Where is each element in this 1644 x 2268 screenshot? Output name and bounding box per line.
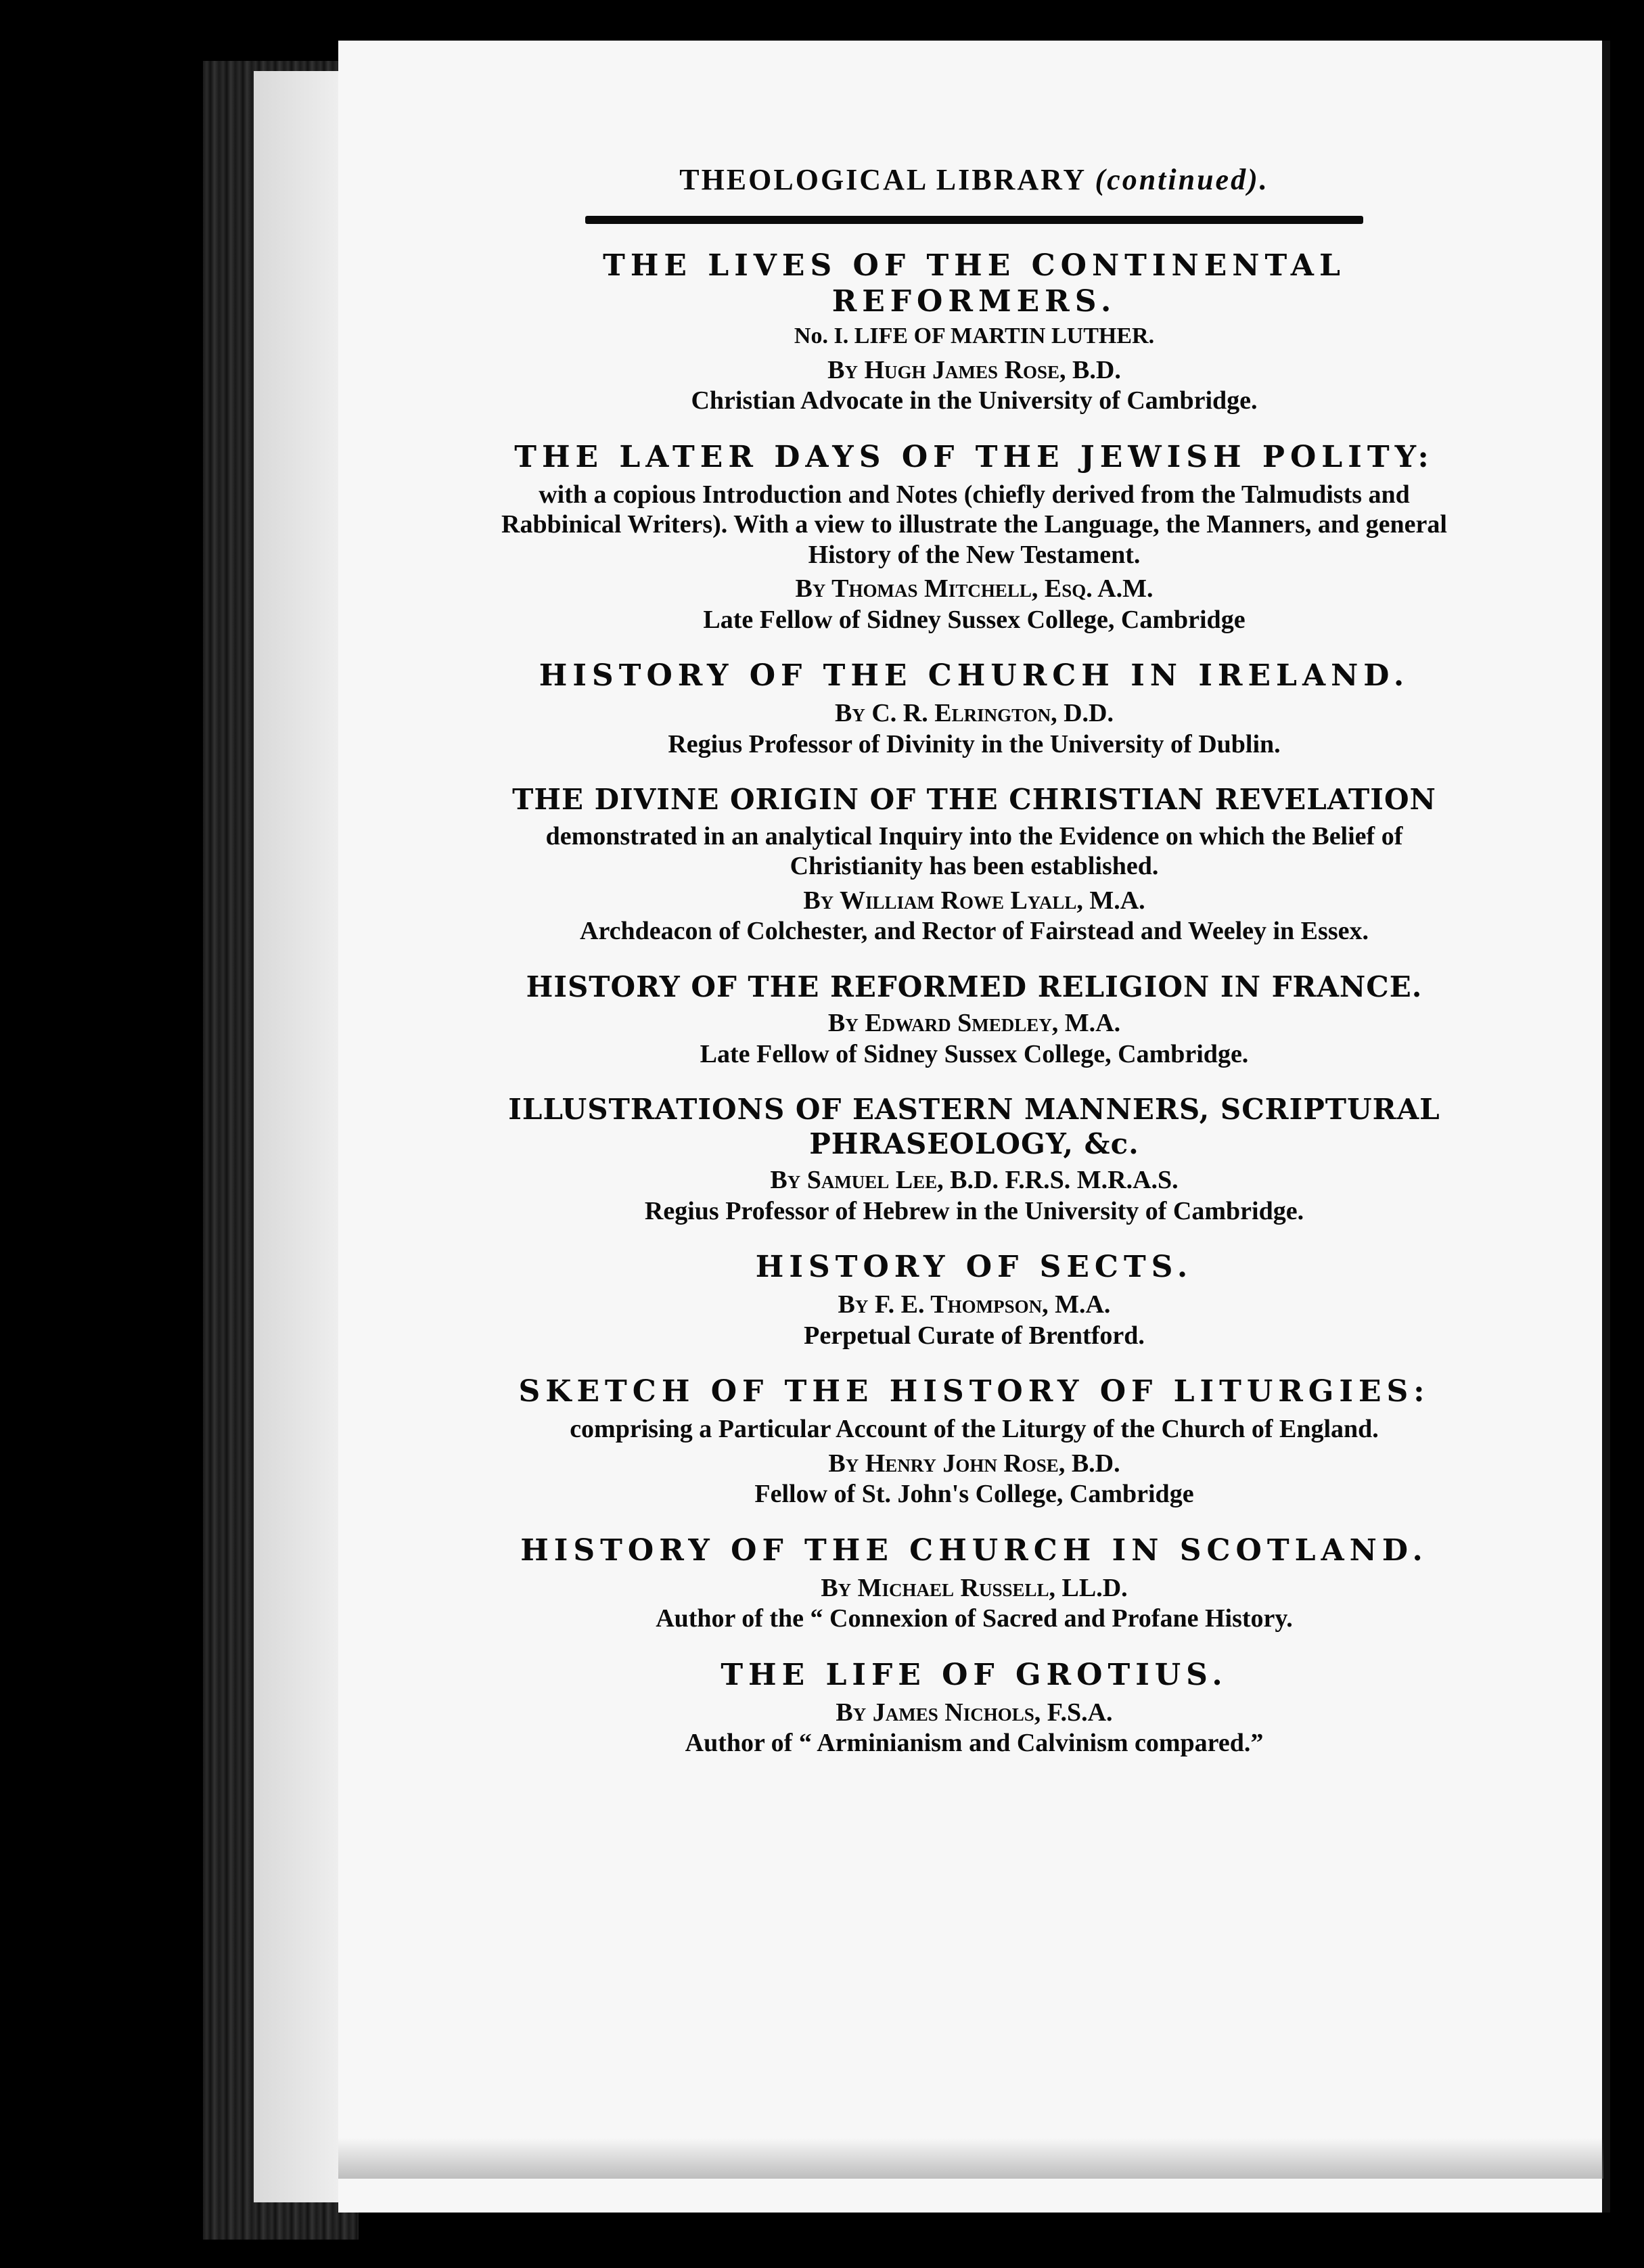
entry-title: HISTORY OF THE CHURCH IN SCOTLAND.: [520, 1533, 1428, 1568]
entry-title: SKETCH OF THE HISTORY OF LITURGIES:: [518, 1374, 1430, 1409]
entry-title: HISTORY OF THE CHURCH IN IRELAND.: [539, 658, 1410, 694]
entry-role: Regius Professor of Hebrew in the University of Cambridge.: [644, 1196, 1304, 1225]
entry-author: By James Nichols, F.S.A.: [836, 1698, 1113, 1727]
entry-title: THE LIFE OF GROTIUS.: [721, 1657, 1228, 1692]
running-head-text: THEOLOGICAL LIBRARY: [679, 163, 1086, 196]
entry-continental-reformers: [487, 248, 1461, 417]
entry-title: THE DIVINE ORIGIN OF THE CHRISTIAN REVELATION: [512, 783, 1436, 817]
entry-author: By F. E. Thompson, M.A.: [838, 1290, 1111, 1319]
entry-description: demonstrated in an analytical Inquiry into the Evidence on which the Belief of Christianity has been established.: [545, 821, 1403, 881]
header-rule: [585, 216, 1363, 224]
entry-church-ireland: [487, 658, 1461, 760]
entry-eastern-manners: [487, 1093, 1461, 1227]
entry-role: Christian Advocate in the University of Cambridge.: [691, 386, 1258, 415]
page-shadow: [338, 2138, 1603, 2179]
entry-life-grotius: [487, 1658, 1461, 1759]
entry-title: HISTORY OF THE REFORMED RELIGION IN FRANCE.: [526, 970, 1423, 1003]
entry-title: HISTORY OF SECTS.: [755, 1250, 1193, 1285]
entry-author: By Thomas Mitchell, Esq. A.M.: [795, 574, 1154, 604]
entry-church-scotland: [487, 1533, 1461, 1635]
entry-reformed-religion-france: [487, 970, 1461, 1070]
page-content: [487, 162, 1461, 1782]
entry-jewish-polity: [487, 440, 1461, 635]
entry-role: Author of “ Arminianism and Calvinism compared.”: [685, 1729, 1264, 1758]
entry-title: ILLUSTRATIONS OF EASTERN MANNERS, SCRIPTURAL PHRASEOLOGY, &c.: [508, 1093, 1440, 1160]
entry-role: Late Fellow of Sidney Sussex College, Cambridge.: [700, 1039, 1249, 1068]
entry-author: By Samuel Lee, B.D. F.R.S. M.R.A.S.: [770, 1166, 1179, 1195]
entry-author: By C. R. Elrington, D.D.: [835, 699, 1114, 728]
entry-description: with a copious Introduction and Notes (chiefly derived from the Talmudists and Rabbinical Writers). With a view to illustrate the Language, the Manners, and general History of the New Testament.: [501, 480, 1447, 569]
entry-title: THE LATER DAYS OF THE JEWISH POLITY:: [514, 440, 1434, 475]
entry-subtitle: No. I. LIFE OF MARTIN LUTHER.: [794, 323, 1155, 349]
entry-author: By Hugh James Rose, B.D.: [827, 355, 1121, 384]
entry-history-liturgies: [487, 1374, 1461, 1510]
entry-divine-origin: [487, 783, 1461, 947]
entry-author: By Michael Russell, LL.D.: [821, 1573, 1128, 1602]
entry-role: Perpetual Curate of Brentford.: [804, 1321, 1145, 1350]
entry-role: Fellow of St. John's College, Cambridge: [754, 1480, 1194, 1509]
entry-role: Archdeacon of Colchester, and Rector of Fairstead and Weeley in Essex.: [580, 917, 1369, 946]
entry-role: Late Fellow of Sidney Sussex College, Cambridge: [703, 605, 1246, 634]
entry-description: comprising a Particular Account of the Liturgy of the Church of England.: [570, 1415, 1379, 1444]
entry-author: By Edward Smedley, M.A.: [827, 1009, 1121, 1038]
running-head: [487, 162, 1461, 198]
entry-title: THE LIVES OF THE CONTINENTAL REFORMERS.: [603, 248, 1346, 319]
entry-author: By Henry John Rose, B.D.: [828, 1449, 1120, 1478]
entry-role: Author of the “ Connexion of Sacred and Profane History.: [656, 1604, 1293, 1633]
entry-role: Regius Professor of Divinity in the University of Dublin.: [668, 729, 1281, 758]
running-head-continued: (continued).: [1095, 163, 1269, 196]
entry-history-sects: [487, 1250, 1461, 1351]
entry-author: By William Rowe Lyall, M.A.: [803, 886, 1145, 915]
